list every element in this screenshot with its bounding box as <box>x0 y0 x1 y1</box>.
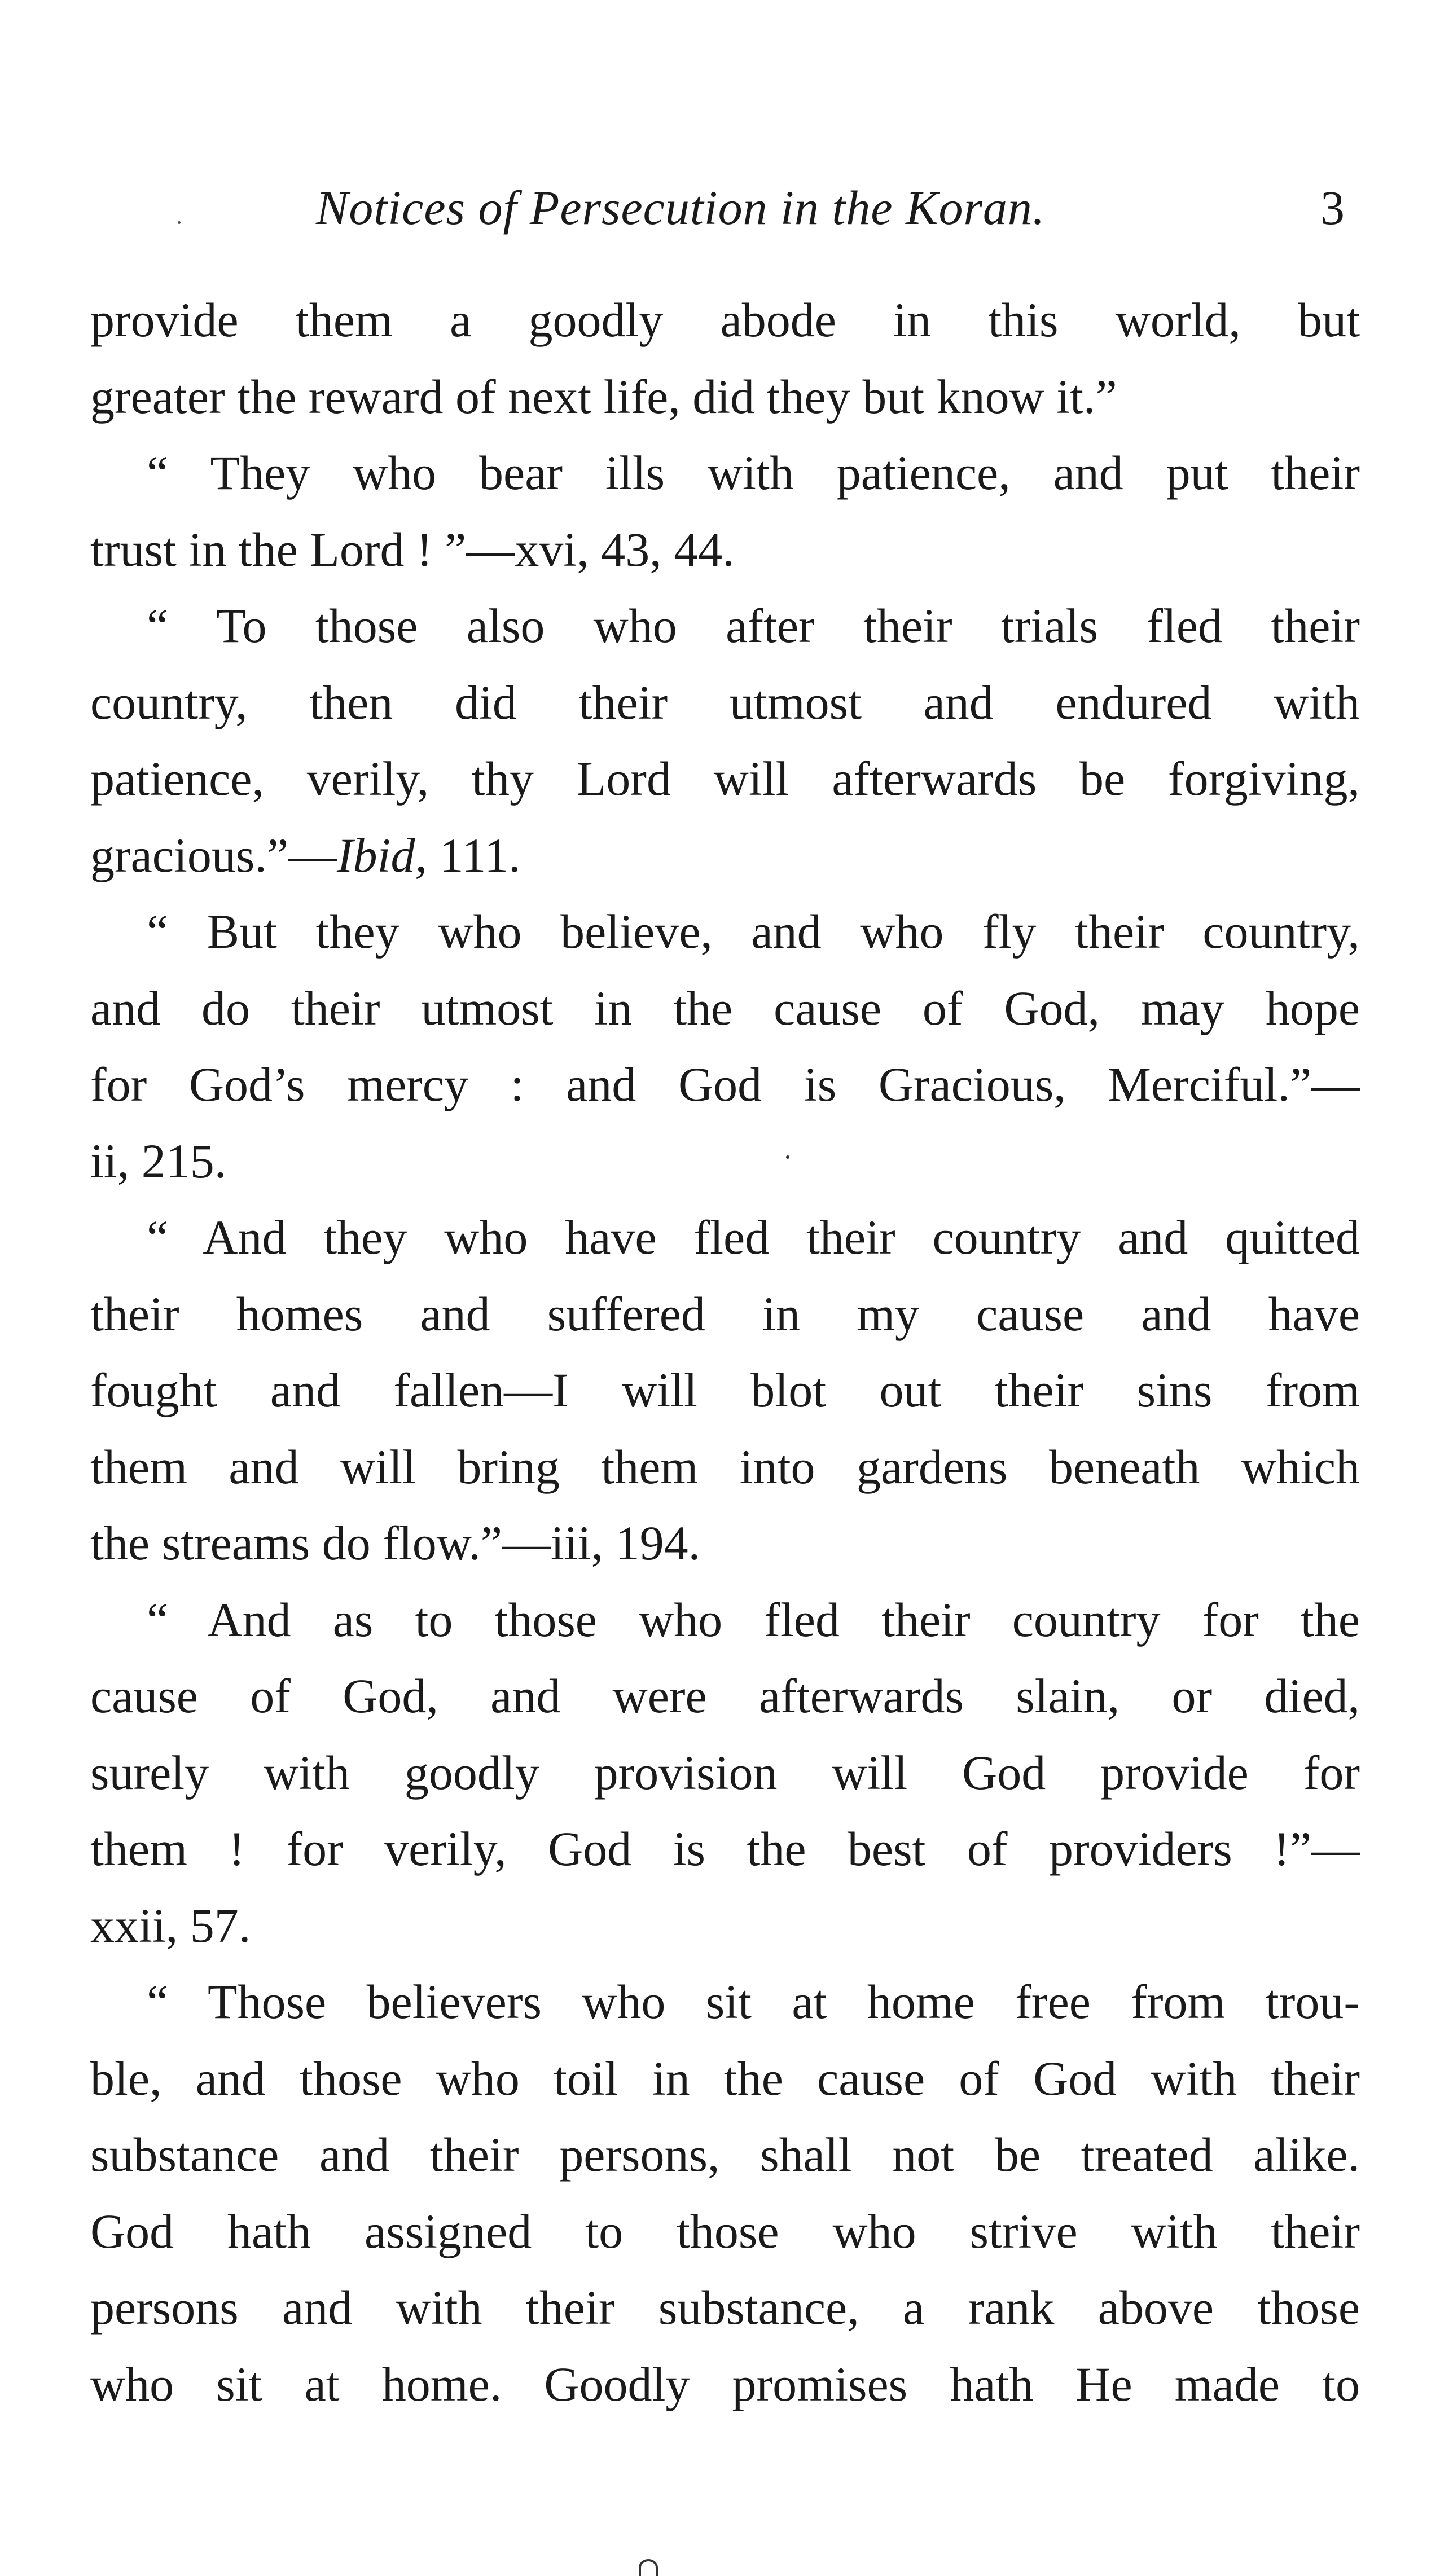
text-line: “ To those also who after their trials fled their <box>147 599 1360 653</box>
text-line: God hath assigned to those who strive with their <box>90 2204 1360 2258</box>
text-line: “ But they who believe, and who fly their country, <box>147 904 1360 959</box>
text-line: ii, 215. <box>90 1133 227 1188</box>
text-fragment: 111. <box>427 828 521 882</box>
text-line: who sit at home. Goodly promises hath He made to <box>90 2357 1360 2411</box>
text-line: “ And as to those who fled their country for the <box>147 1592 1360 1647</box>
text-line: substance and their persons, shall not be treated alike. <box>90 2127 1360 2182</box>
text-line: country, then did their utmost and endured with <box>90 675 1360 729</box>
text-line: xxii, 57. <box>90 1898 251 1953</box>
text-line: and do their utmost in the cause of God, may hope <box>90 981 1360 1035</box>
text-line: trust in the Lord ! ”—xvi, 43, 44. <box>90 522 735 577</box>
text-line: ble, and those who toil in the cause of God with their <box>90 2051 1360 2105</box>
ibid-reference: Ibid, <box>337 828 428 882</box>
text-line: provide them a goodly abode in this world, but <box>90 293 1360 347</box>
text-line: surely with goodly provision will God provide for <box>90 1745 1360 1800</box>
text-line: fought and fallen—I will blot out their sins from <box>90 1363 1360 1417</box>
text-line: persons and with their substance, a rank above those <box>90 2280 1360 2335</box>
text-line: “ Those believers who sit at home free from trou- <box>147 1975 1360 2029</box>
text-line: “ And they who have fled their country and quitted <box>147 1210 1360 1264</box>
print-speck <box>178 221 181 224</box>
signature-mark-fragment <box>639 2559 658 2576</box>
text-line: patience, verily, thy Lord will afterwards be forgiving, <box>90 751 1360 806</box>
body-text <box>90 282 1360 2423</box>
text-line <box>90 817 1360 894</box>
print-speck <box>786 1155 789 1159</box>
text-line: for God’s mercy : and God is Gracious, Merciful.”— <box>90 1057 1360 1111</box>
text-line: “ They who bear ills with patience, and put their <box>147 446 1360 500</box>
text-line: them ! for verily, God is the best of providers !”— <box>90 1822 1360 1876</box>
page-number: 3 <box>1320 181 1345 235</box>
text-line: greater the reward of next life, did they but know it.” <box>90 369 1117 424</box>
text-line: cause of God, and were afterwards slain, or died, <box>90 1669 1360 1723</box>
text-line: their homes and suffered in my cause and have <box>90 1286 1360 1341</box>
text-line: them and will bring them into gardens beneath which <box>90 1439 1360 1494</box>
text-line: the streams do flow.”—iii, 194. <box>90 1516 701 1570</box>
running-title: Notices of Persecution in the Koran. <box>316 181 1046 235</box>
text-fragment: gracious.”— <box>90 828 337 882</box>
